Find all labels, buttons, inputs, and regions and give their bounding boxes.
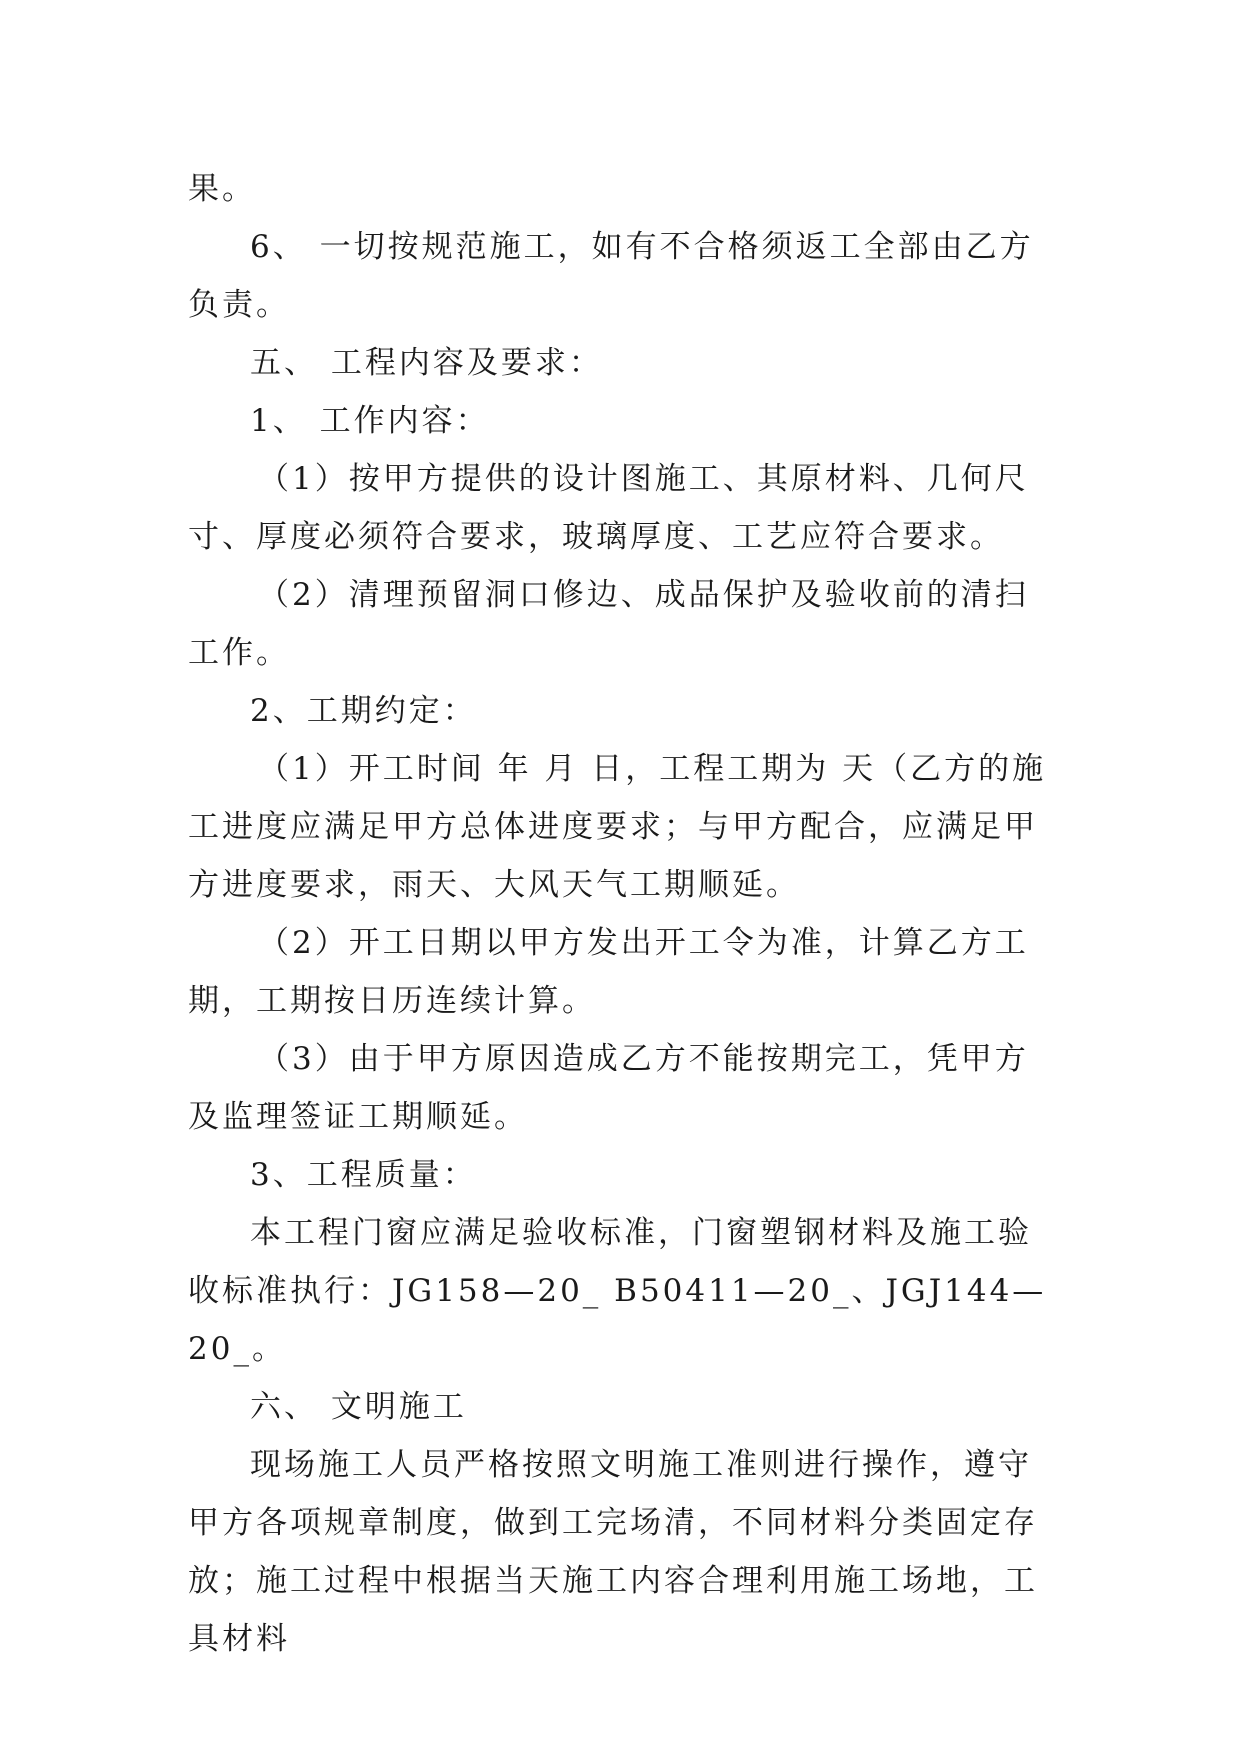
subsection-3-heading: 3、工程质量：: [250, 1157, 477, 1193]
section-5-heading: 五、 工程内容及要求：: [250, 345, 603, 381]
document-body: [188, 160, 1058, 1668]
work-content-item-2: （2）清理预留洞口修边、成品保护及验收前的清扫工作。: [188, 577, 1029, 671]
schedule-item-2: （2）开工日期以甲方发出开工令为准，计算乙方工期，工期按日历连续计算。: [188, 925, 1029, 1019]
work-content-item-1: （1）按甲方提供的设计图施工、其原材料、几何尺寸、厚度必须符合要求，玻璃厚度、工艺应符合要求。: [188, 461, 1029, 555]
quality-standard-paragraph: 本工程门窗应满足验收标准，门窗塑钢材料及施工验收标准执行：JG158—20_ B50411—20_、JGJ144—20_。: [188, 1215, 1047, 1367]
civilized-construction-paragraph: 现场施工人员严格按照文明施工准则进行操作，遵守甲方各项规章制度，做到工完场清，不同材料分类固定存放；施工过程中根据当天施工内容合理利用施工场地，工具材料: [188, 1447, 1038, 1657]
paragraph-continuation: 果。: [188, 171, 256, 207]
subsection-2-heading: 2、工期约定：: [250, 693, 477, 729]
schedule-item-3: （3）由于甲方原因造成乙方不能按期完工，凭甲方及监理签证工期顺延。: [188, 1041, 1029, 1135]
section-6-heading: 六、 文明施工: [250, 1389, 467, 1425]
schedule-item-1: （1）开工时间 年 月 日，工程工期为 天（乙方的施工进度应满足甲方总体进度要求；与甲方配合，应满足甲方进度要求，雨天、大风天气工期顺延。: [188, 751, 1047, 903]
subsection-1-heading: 1、 工作内容：: [250, 403, 490, 439]
clause-6: 6、 一切按规范施工，如有不合格须返工全部由乙方负责。: [188, 229, 1034, 323]
